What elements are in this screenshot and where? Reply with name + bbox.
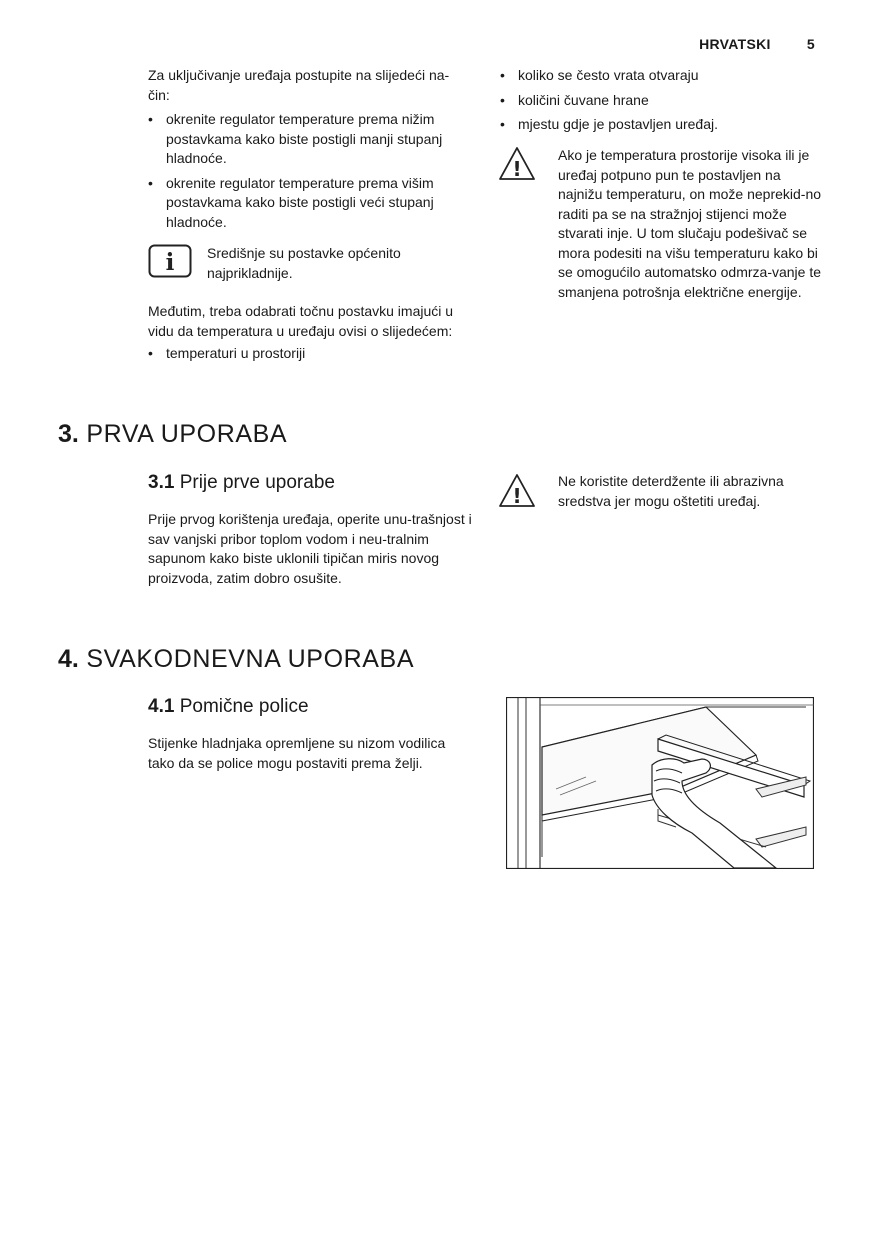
- list-item: • okrenite regulator temperature prema nižim postavkama kako biste postigli manji stupanj hladnoće.: [148, 111, 443, 166]
- intro-paragraph: Za uključivanje uređaja postupite na slijedeći na-čin:: [148, 67, 450, 103]
- info-icon: [148, 244, 192, 278]
- warning-note-detergents: Ne koristite deterdžente ili abrazivna sredstva jer mogu oštetiti uređaj.: [558, 473, 784, 509]
- list-item: • temperaturi u prostoriji: [148, 345, 306, 361]
- paragraph-setting: Međutim, treba odabrati točnu postavku imajući u vidu da temperatura u uređaju ovisi o slijedećem:: [148, 303, 454, 339]
- list-item: • količini čuvane hrane: [500, 91, 649, 108]
- warning-note-temperature: Ako je temperatura prostorije visoka ili je uređaj potpuno pun te postavljen na najnižu temperaturu, on može neprekid-no raditi pa se na stražnjoj stijenci može stvarati inje. U tom slučaju podešivač se mora podesiti na višu temperaturu kako bi se omogućilo automatsko odmrza-vanje te smanjena potrošnja električne energije.: [558, 147, 822, 300]
- subsection-4-1-text: Stijenke hladnjaka opremljene su nizom vodilica tako da se police mogu postaviti prema želji.: [148, 735, 446, 771]
- bullet-list-factors-left: [148, 344, 458, 369]
- page-header: [699, 36, 815, 52]
- warning-icon: [498, 473, 536, 509]
- warning-icon: [498, 146, 536, 182]
- header-language: HRVATSKI: [699, 36, 771, 52]
- shelf-illustration: [506, 697, 814, 874]
- subsection-3-1-heading: 3.1 Prije prve uporabe: [148, 472, 335, 493]
- svg-text:!: !: [512, 484, 522, 508]
- page-number: 5: [806, 36, 815, 52]
- bullet-list-factors-right: [500, 66, 820, 140]
- svg-text:i: i: [165, 249, 175, 276]
- section-4-heading: 4. SVAKODNEVNA UPORABA: [58, 645, 415, 673]
- section-3-heading: 3. PRVA UPORABA: [58, 420, 288, 448]
- bullet-list-regulator: [148, 110, 458, 237]
- info-note: Središnje su postavke općenito najprikladnije.: [207, 245, 401, 281]
- subsection-3-1-text: Prije prvog korištenja uređaja, operite unu-trašnjost i sav vanjski pribor toplom vodom i neu-tralnim sapunom kako biste uklonili tipičan miris novog proizvoda, zatim dobro osušite.: [148, 511, 472, 586]
- list-item: • koliko se često vrata otvaraju: [500, 67, 699, 83]
- list-item: • okrenite regulator temperature prema višim postavkama kako biste postigli veći stupanj hladnoće.: [148, 174, 434, 230]
- subsection-4-1-heading: 4.1 Pomične police: [148, 696, 309, 717]
- svg-text:!: !: [512, 157, 522, 181]
- list-item: • mjestu gdje je postavljen uređaj.: [500, 116, 719, 132]
